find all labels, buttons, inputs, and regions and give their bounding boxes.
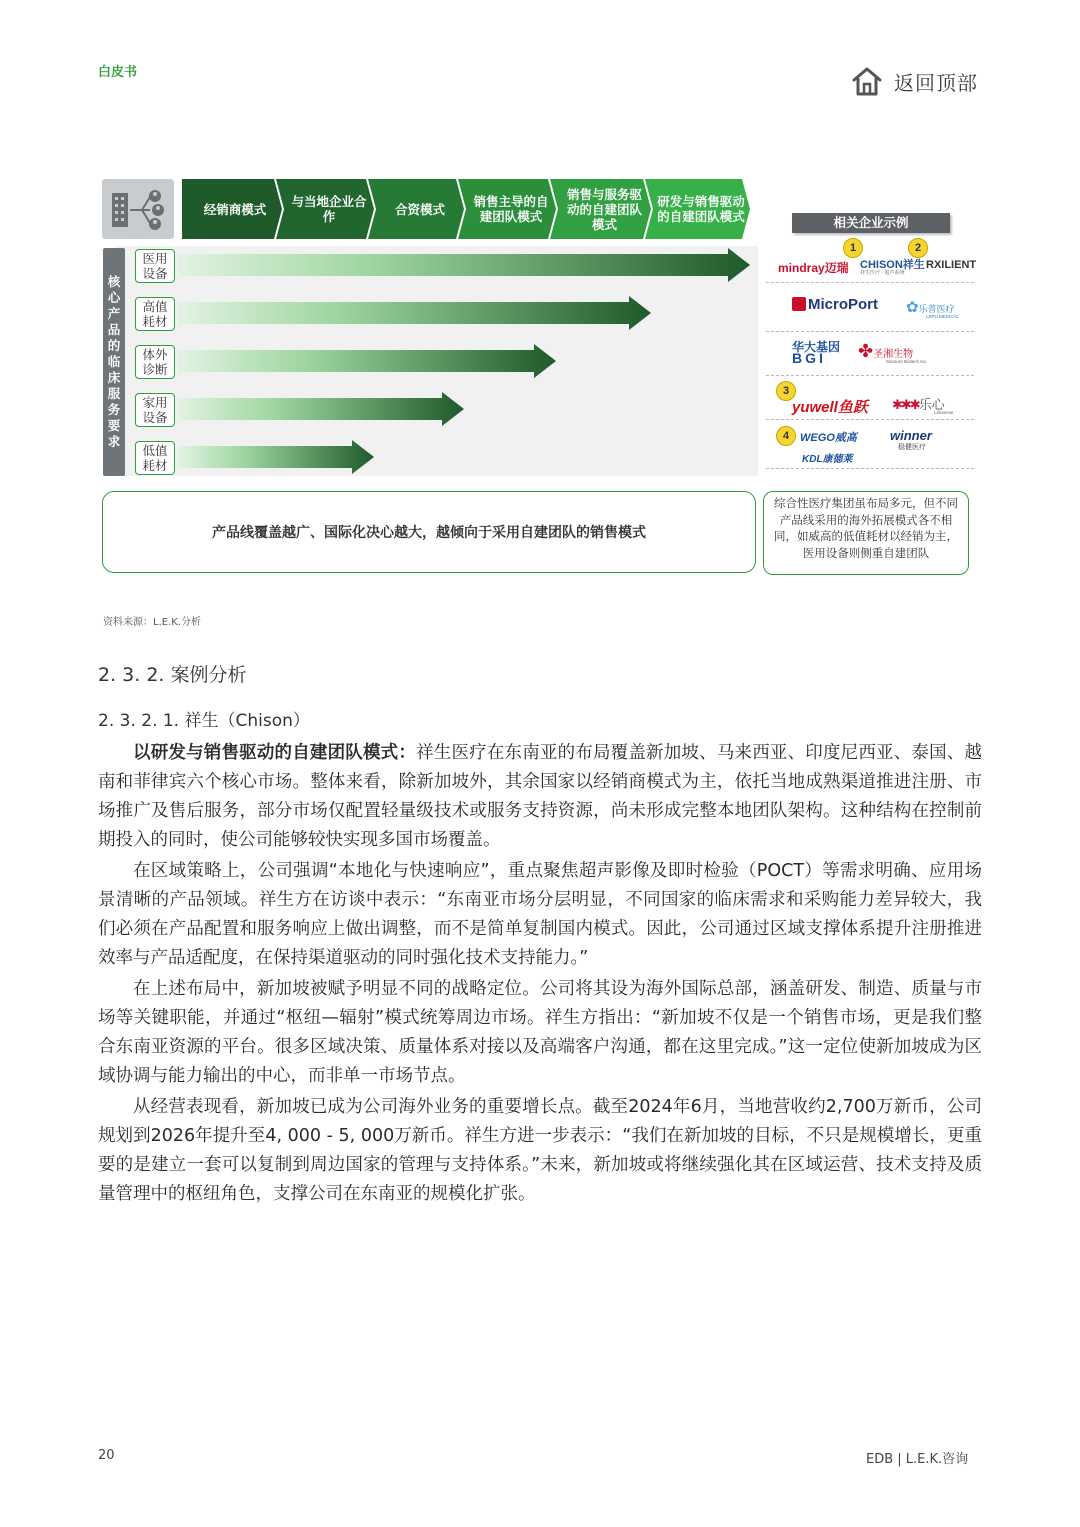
badge-2: 2 xyxy=(908,238,928,258)
row-label-ivd: 体外诊断 xyxy=(135,345,175,379)
row-label-high-value-consumables: 高值耗材 xyxy=(135,297,175,331)
logo-divider xyxy=(766,375,974,376)
back-to-top-label: 返回顶部 xyxy=(894,70,978,95)
badge-4: 4 xyxy=(776,426,796,446)
row-label-home-devices: 家用设备 xyxy=(135,393,175,427)
logo-wego: WEGO威高 xyxy=(800,432,857,444)
paragraph-4: 从经营表现看，新加坡已成为公司海外业务的重要增长点。截至2024年6月，当地营收约2,700万新币，公司规划到2026年提升至4, 000 - 5, 000万新币。祥生方进一步表示：“我们在新加坡的目标，不只是规模增长，更重要的是建立一套可以复制到周边国家的管理与支持体系。”未来，新加坡或将继续强化其在区域运营、技术支持及质量管理中的枢纽角色，支撑公司在东南亚的规模化扩张。 xyxy=(98,1097,982,1204)
body-text xyxy=(98,739,982,1211)
conclusion-box: 产品线覆盖越广、国际化决心越大，越倾向于采用自建团队的销售模式 xyxy=(102,491,756,573)
sansure-mark-icon: ✤ xyxy=(858,341,874,361)
sales-model-diagram xyxy=(98,176,978,586)
logo-divider xyxy=(766,331,974,332)
logo-chison-sub: 祥生医疗 · 超声系统 xyxy=(860,270,905,276)
mode-local-partnership: 与当地企业合作 xyxy=(291,194,367,224)
logo-divider xyxy=(766,282,974,283)
reach-arrow xyxy=(178,392,464,426)
back-to-top-button[interactable] xyxy=(850,64,978,98)
logo-microport: MicroPort xyxy=(792,296,878,313)
mode-joint-venture: 合资模式 xyxy=(394,201,445,217)
logo-yuwell: yuwell鱼跃 xyxy=(792,399,868,416)
logo-chison: CHISON祥生 xyxy=(860,259,925,271)
mode-sales-service-team: 销售与服务驱动的自建团队模式 xyxy=(566,186,642,232)
logo-bgi-en: BGI xyxy=(792,350,826,366)
reach-arrow xyxy=(178,248,750,282)
row-label-low-value-consumables: 低值耗材 xyxy=(135,441,175,475)
lexin-people-icon: ✱✱✱ xyxy=(892,397,919,412)
logo-bgi-cn: 华大基因 xyxy=(792,340,841,354)
logo-lepu-sub: LEPU MEDICAL xyxy=(926,314,960,319)
logo-lepu: ✿乐普医疗 xyxy=(906,299,955,316)
document-type-tag: 白皮书 xyxy=(98,65,138,80)
page-number: 20 xyxy=(98,1448,115,1463)
microport-mark-icon xyxy=(792,297,806,311)
reach-arrow xyxy=(178,440,374,474)
source-note: 资料来源：L.E.K.分析 xyxy=(103,617,201,628)
logo-lexin: ✱✱✱乐心 xyxy=(892,397,945,412)
mode-rd-sales-team: 研发与销售驱动的自建团队模式 xyxy=(657,194,745,224)
logo-sansure: ✤圣湘生物 xyxy=(858,341,914,361)
row-label-medical-equipment: 医用设备 xyxy=(135,249,175,283)
logo-kdl: KDL康德莱 xyxy=(802,454,853,465)
paragraph-1: 以研发与销售驱动的自建团队模式：祥生医疗在东南亚的布局覆盖新加坡、马来西亚、印度尼西亚、泰国、越南和菲律宾六个核心市场。整体来看，除新加坡外，其余国家以经销商模式为主，依托当地成熟渠道推进注册、市场推广及售后服务，部分市场仅配置轻量级技术或服务支持资源，尚未形成完整本地团队架构。这种结构在控制前期投入的同时，使公司能够较快实现多国市场覆盖。 xyxy=(98,743,982,850)
note-box: 综合性医疗集团虽布局多元，但不同产品线采用的海外拓展模式各不相同，如威高的低值耗材以经销为主，医用设备则侧重自建团队 xyxy=(763,491,969,575)
badge-1: 1 xyxy=(843,238,863,258)
logo-sansure-sub: Sansure Biotech Inc. xyxy=(886,359,928,364)
lepu-mark-icon: ✿ xyxy=(906,299,919,316)
logo-winner: winner xyxy=(890,428,932,443)
paragraph-2: 在区域策略上，公司强调“本地化与快速响应”，重点聚焦超声影像及即时检验（POCT）等需求明确、应用场景清晰的产品领域。祥生方在访谈中表示：“东南亚市场分层明显，不同国家的临床需求和采购能力差异较大，我们必须在产品配置和服务响应上做出调整，而不是简单复制国内模式。因此，公司通过区域支撑体系提升注册推进效率与产品适配度，在保持渠道驱动的同时强化技术支持能力。” xyxy=(98,861,982,968)
mode-sales-led-team: 销售主导的自建团队模式 xyxy=(473,194,549,224)
examples-title: 相关企业示例 xyxy=(792,213,950,233)
section-heading: 2. 3. 2. 案例分析 xyxy=(98,664,247,686)
company-logos xyxy=(766,238,976,476)
logo-divider xyxy=(766,468,974,469)
paragraph-3: 在上述布局中，新加坡被赋予明显不同的战略定位。公司将其设为海外国际总部，涵盖研发、制造、质量与市场等关键职能，并通过“枢纽—辐射”模式统筹周边市场。祥生方指出：“新加坡不仅是一个销售市场，更是我们整合东南亚资源的平台。很多区域决策、质量体系对接以及高端客户沟通，都在这里完成。”这一定位使新加坡成为区域协调与能力输出的中心，而非单一市场节点。 xyxy=(98,979,982,1086)
reach-arrow xyxy=(178,344,556,378)
logo-winner-sub: 稳健医疗 xyxy=(898,444,926,451)
home-icon xyxy=(850,64,884,98)
footer-brand: EDB | L.E.K.咨询 xyxy=(866,1452,969,1467)
logo-divider xyxy=(766,419,974,420)
logo-lexin-sub: Lifesense xyxy=(934,410,954,415)
mode-distributor: 经销商模式 xyxy=(203,201,267,217)
subsection-heading: 2. 3. 2. 1. 祥生（Chison） xyxy=(98,711,310,731)
side-axis-label: 核心产品的临床服务要求 xyxy=(103,248,125,476)
logo-mindray: mindray迈瑞 xyxy=(778,261,849,275)
reach-arrow xyxy=(178,296,651,330)
logo-rxilient: RXILIENT xyxy=(926,259,977,271)
badge-3: 3 xyxy=(776,381,796,401)
